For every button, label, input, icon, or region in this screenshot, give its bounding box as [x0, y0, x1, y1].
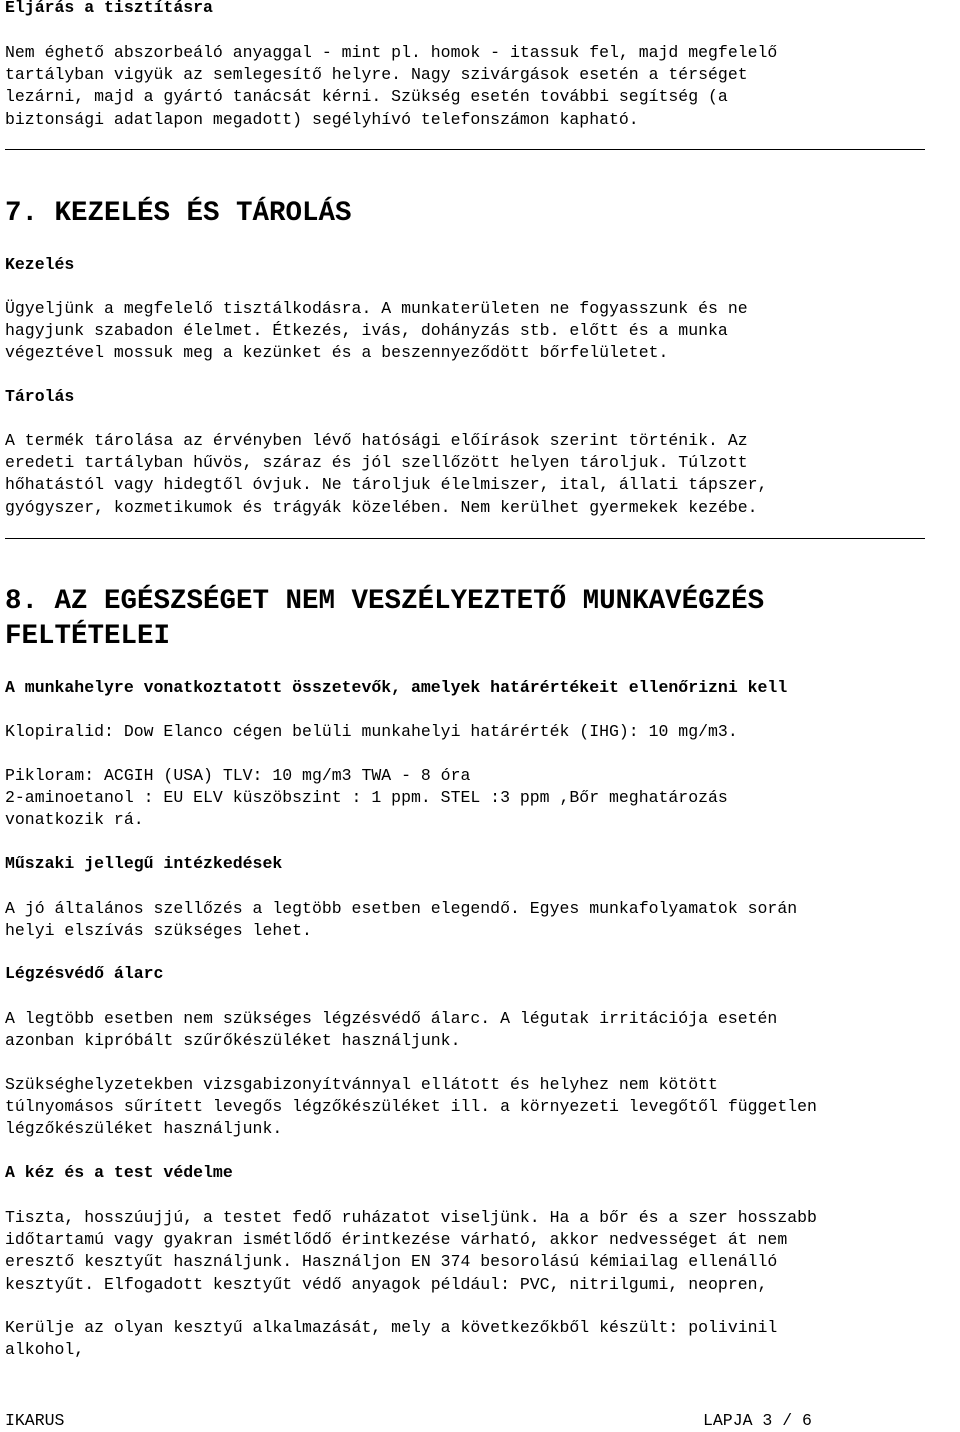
- footer-company: IKARUS: [5, 1411, 65, 1430]
- respirator-paragraph-2: Szükséghelyzetekben vizsgabizonyítvánnyal ellátott és helyhez nem kötött túlnyomásos sűrített levegős légzőkészüléket ill. a környezeti levegőtől független légzőkészüléket használjunk.: [5, 1075, 817, 1139]
- section-heading-cleanup: Eljárás a tisztításra: [5, 0, 213, 17]
- section-8-title: 8. AZ EGÉSZSÉGET NEM VESZÉLYEZTETŐ MUNKAVÉGZÉS FELTÉTELEI: [5, 586, 765, 652]
- handling-heading: Kezelés: [5, 255, 75, 274]
- storage-heading: Tárolás: [5, 387, 75, 406]
- cleanup-paragraph: Nem éghető abszorbeáló anyaggal - mint pl. homok - itassuk fel, majd megfelelő tartályban vigyük az semlegesítő helyre. Nagy szivárgások esetén a térséget lezárni, majd a gyártó tanácsát kérni. Szükség esetén további segítség (a biztonsági adatlapon megadott) segélyhívó telefonszámon kapható.: [5, 43, 778, 129]
- exposure-limit-clopyralid: Klopiralid: Dow Elanco cégen belüli munkahelyi határérték (IHG): 10 mg/m3.: [5, 722, 738, 741]
- section-7-title: 7. KEZELÉS ÉS TÁROLÁS: [5, 198, 352, 229]
- exposure-limits-heading: A munkahelyre vonatkoztatott összetevők, amelyek határértékeit ellenőrizni kell: [5, 678, 788, 697]
- footer-page-number: LAPJA 3 / 6: [703, 1411, 812, 1430]
- section-divider: [5, 538, 925, 539]
- handling-paragraph: Ügyeljünk a megfelelő tisztálkodásra. A munkaterületen ne fogyasszunk és ne hagyjunk szabadon élelmet. Étkezés, ivás, dohányzás stb. előtt és a munka végeztével mossuk meg a kezünket és a beszennyeződött bőrfelületet.: [5, 299, 748, 363]
- section-divider: [5, 149, 925, 150]
- storage-paragraph: A termék tárolása az érvényben lévő hatósági előírások szerint történik. Az eredeti tartályban hűvös, száraz és jól szellőzött helyen tároljuk. Túlzott hőhatástól vagy hidegtől óvjuk. Ne tároljuk élelmiszer, ital, állati tápszer, gyógyszer, kozmetikumok és trágyák közelében. Nem kerülhet gyermekek kezébe.: [5, 431, 768, 517]
- respirator-heading: Légzésvédő álarc: [5, 964, 164, 983]
- exposure-limit-picloram: Pikloram: ACGIH (USA) TLV: 10 mg/m3 TWA - 8 óra 2-aminoetanol : EU ELV küszöbszint : 1 ppm. STEL :3 ppm ,Bőr meghatározás vonatkozik rá.: [5, 766, 728, 830]
- hand-body-protection-heading: A kéz és a test védelme: [5, 1163, 233, 1182]
- technical-measures-heading: Műszaki jellegű intézkedések: [5, 854, 283, 873]
- hand-body-protection-paragraph-2: Kerülje az olyan kesztyű alkalmazását, mely a következőkből készült: polivinil alkohol,: [5, 1318, 778, 1360]
- technical-measures-paragraph: A jó általános szellőzés a legtöbb esetben elegendő. Egyes munkafolyamatok során helyi elszívás szükséges lehet.: [5, 899, 798, 941]
- hand-body-protection-paragraph-1: Tiszta, hosszúujjú, a testet fedő ruházatot viseljünk. Ha a bőr és a szer hosszabb időtartamú vagy gyakran ismétlődő érintkezése várható, akkor nedvességet át nem eresztő kesztyűt használjunk. Használjon EN 374 besorolású kémiailag ellenálló kesztyűt. Elfogadott kesztyűt védő anyagok például: PVC, nitrilgumi, neopren,: [5, 1208, 817, 1294]
- respirator-paragraph-1: A legtöbb esetben nem szükséges légzésvédő álarc. A légutak irritációja esetén azonban kipróbált szűrőkészüléket használjunk.: [5, 1009, 778, 1051]
